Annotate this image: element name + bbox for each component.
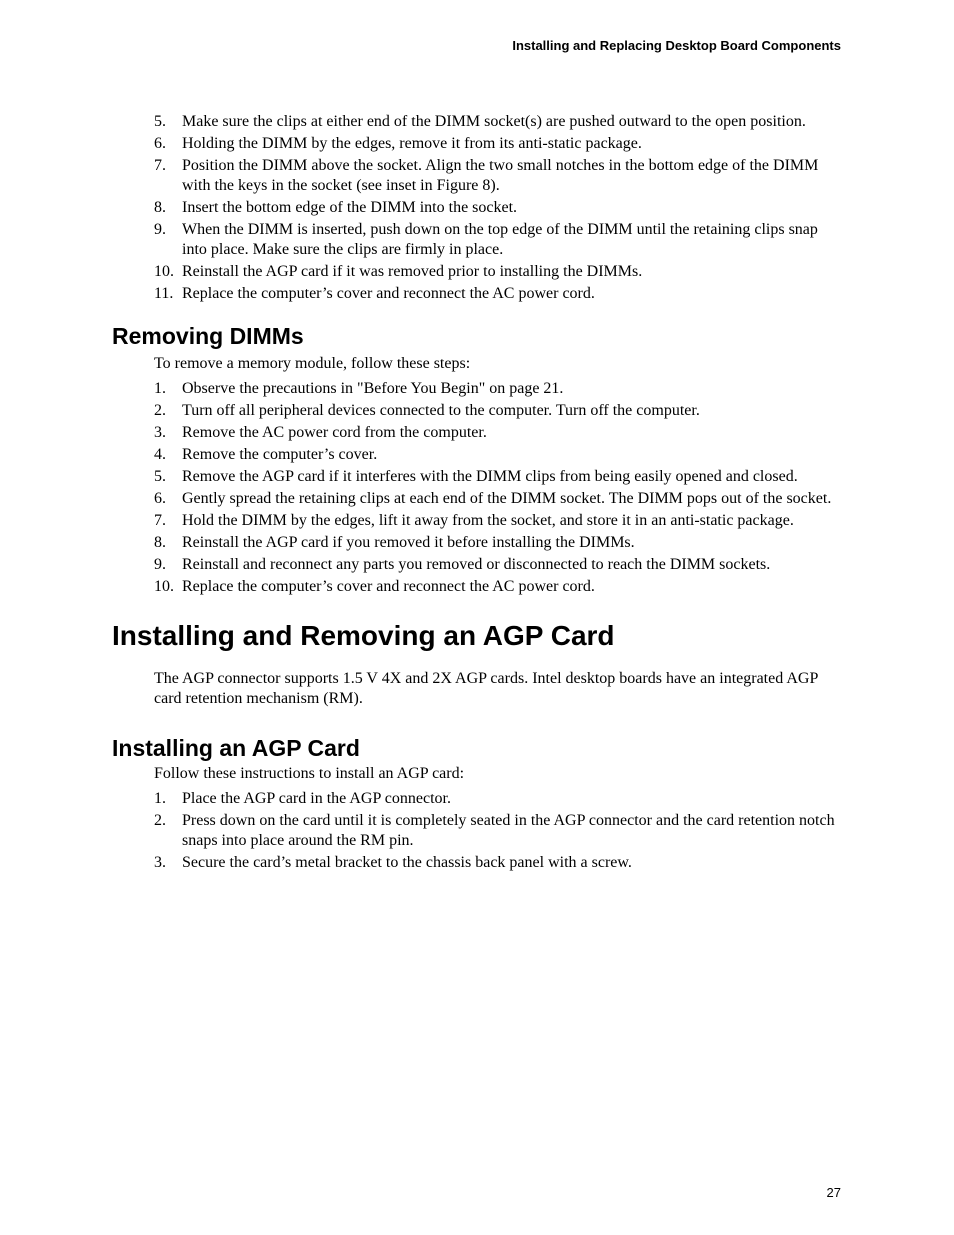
list-item — [154, 577, 842, 597]
list-item — [154, 401, 842, 421]
list-item — [154, 445, 842, 465]
installing-agp-intro: Follow these instructions to install an AGP card: — [154, 765, 465, 782]
removing-dimms-steps-list — [112, 379, 842, 597]
step-number: 4. — [154, 446, 166, 463]
removing-dimms-intro: To remove a memory module, follow these steps: — [154, 355, 471, 372]
list-item — [154, 467, 842, 487]
step-text: Hold the DIMM by the edges, lift it away from the socket, and store it in an anti-static package. — [182, 512, 794, 529]
list-item — [154, 220, 842, 260]
step-number: 7. — [154, 512, 166, 529]
list-item — [154, 134, 842, 154]
step-number: 6. — [154, 490, 166, 507]
step-text: When the DIMM is inserted, push down on the top edge of the DIMM until the retaining clips snap into place. Make sure the clips are firmly in place. — [182, 221, 818, 258]
step-text: Remove the AGP card if it interferes with the DIMM clips from being easily opened and closed. — [182, 468, 798, 485]
page-number: 27 — [826, 1185, 841, 1200]
removing-dimms-heading: Removing DIMMs — [112, 323, 304, 349]
list-item — [154, 511, 842, 531]
installing-agp-steps-list — [112, 789, 842, 873]
list-item — [154, 789, 842, 809]
step-number: 10. — [154, 263, 174, 280]
step-number: 10. — [154, 578, 174, 595]
step-number: 9. — [154, 221, 166, 238]
step-text: Position the DIMM above the socket. Align the two small notches in the bottom edge of the DIMM with the keys in the socket (see inset in Figure 8). — [182, 157, 819, 194]
step-text: Remove the AC power cord from the computer. — [182, 424, 487, 441]
step-text: Reinstall and reconnect any parts you removed or disconnected to reach the DIMM sockets. — [182, 556, 771, 573]
step-number: 8. — [154, 199, 166, 216]
step-number: 5. — [154, 468, 166, 485]
step-text: Replace the computer’s cover and reconnect the AC power cord. — [182, 285, 595, 302]
list-item — [154, 489, 842, 509]
page-content — [112, 112, 842, 875]
step-number: 2. — [154, 812, 166, 829]
step-number: 3. — [154, 854, 166, 871]
list-item — [154, 262, 842, 282]
step-text: Press down on the card until it is completely seated in the AGP connector and the card retention notch snaps into place around the RM pin. — [182, 812, 835, 849]
list-item — [154, 156, 842, 196]
installing-agp-heading: Installing an AGP Card — [112, 735, 360, 761]
step-number: 11. — [154, 285, 174, 302]
list-item — [154, 379, 842, 399]
step-number: 2. — [154, 402, 166, 419]
list-item — [154, 284, 842, 304]
step-text: Holding the DIMM by the edges, remove it from its anti-static package. — [182, 135, 642, 152]
list-item — [154, 533, 842, 553]
list-item — [154, 423, 842, 443]
step-text: Insert the bottom edge of the DIMM into the socket. — [182, 199, 518, 216]
step-number: 1. — [154, 380, 166, 397]
step-text: Observe the precautions in "Before You Begin" on page 21. — [182, 380, 564, 397]
step-number: 9. — [154, 556, 166, 573]
list-item — [154, 853, 842, 873]
list-item — [154, 112, 842, 132]
step-number: 5. — [154, 113, 166, 130]
step-text: Reinstall the AGP card if it was removed prior to installing the DIMMs. — [182, 263, 643, 280]
agp-chapter-intro: The AGP connector supports 1.5 V 4X and 2X AGP cards. Intel desktop boards have an integrated AGP card retention mechanism (RM). — [154, 670, 818, 707]
step-text: Gently spread the retaining clips at each end of the DIMM socket. The DIMM pops out of the socket. — [182, 490, 832, 507]
step-number: 8. — [154, 534, 166, 551]
step-text: Place the AGP card in the AGP connector. — [182, 790, 451, 807]
step-text: Reinstall the AGP card if you removed it before installing the DIMMs. — [182, 534, 635, 551]
step-text: Turn off all peripheral devices connected to the computer. Turn off the computer. — [182, 402, 700, 419]
step-text: Make sure the clips at either end of the DIMM socket(s) are pushed outward to the open position. — [182, 113, 806, 130]
agp-chapter-heading: Installing and Removing an AGP Card — [112, 620, 615, 651]
step-number: 7. — [154, 157, 166, 174]
step-text: Remove the computer’s cover. — [182, 446, 378, 463]
step-number: 6. — [154, 135, 166, 152]
step-text: Replace the computer’s cover and reconnect the AC power cord. — [182, 578, 595, 595]
step-number: 3. — [154, 424, 166, 441]
list-item — [154, 198, 842, 218]
list-item — [154, 555, 842, 575]
running-header: Installing and Replacing Desktop Board Components — [512, 38, 841, 53]
step-number: 1. — [154, 790, 166, 807]
step-text: Secure the card’s metal bracket to the chassis back panel with a screw. — [182, 854, 632, 871]
install-dimm-steps-list — [112, 112, 842, 304]
list-item — [154, 811, 842, 851]
